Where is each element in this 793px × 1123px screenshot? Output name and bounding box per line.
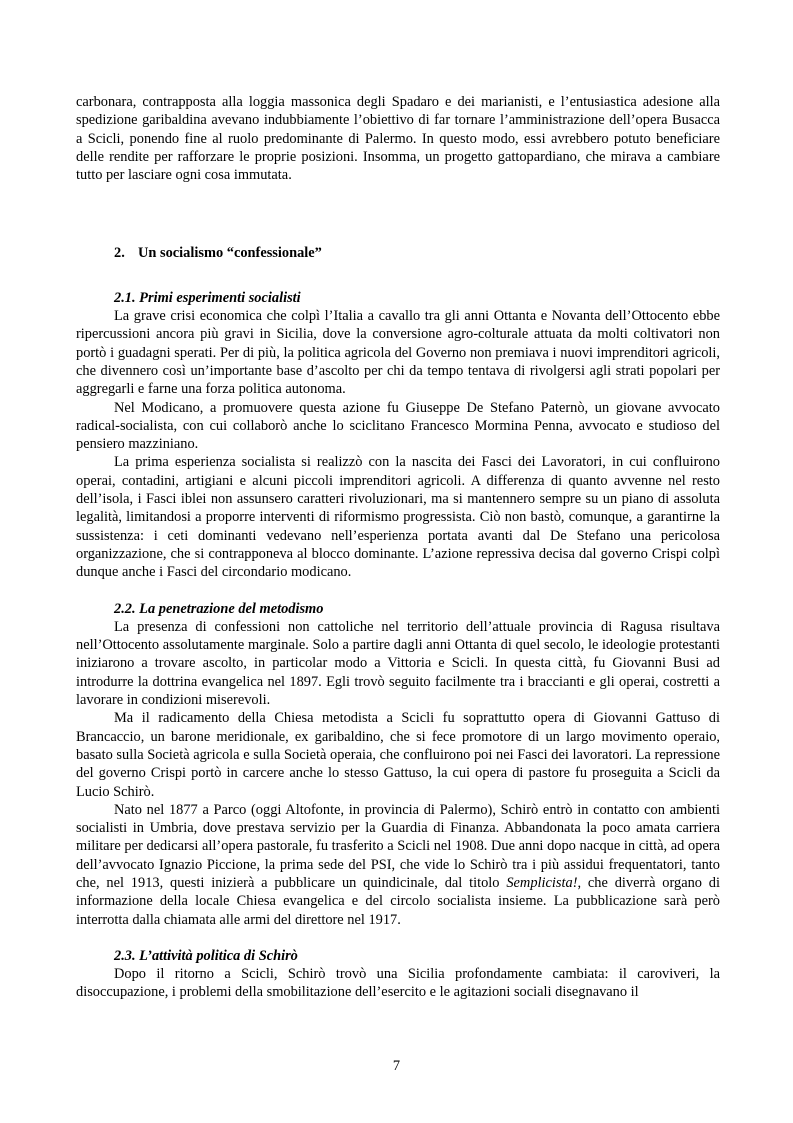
paragraph: Nel Modicano, a promuovere questa azione fu Giuseppe De Stefano Paternò, un giovane avvocato radical-socialista, con cui collaborò anche lo sciclitano Francesco Mormina Penna, avvocato e studioso del pensiero mazziniano. xyxy=(76,399,720,453)
paragraph: La prima esperienza socialista si realizzò con la nascita dei Fasci dei Lavoratori, in cui confluirono operai, contadini, artigiani e alcuni piccoli imprenditori agricoli. A differenza di quanto avvenne nel resto dell’isola, i Fasci iblei non assunsero caratteri rivoluzionari, ma si mantennero sempre su un piano di assoluta legalità, limitandosi a proporre interventi di riformismo progressista. Ciò non bastò, comunque, a garantirne la sussistenza: i ceti dominanti vedevano nell’esperienza portata avanti dal De Stefano una pericolosa organizzazione, che si contrapponeva al blocco dominante. L’azione repressiva decisa dal governo Crispi colpì dunque anche i Fasci del circondario modicano. xyxy=(76,454,720,581)
page-number: 7 xyxy=(392,1058,401,1074)
section-title: Un socialismo “confessionale” xyxy=(138,245,322,262)
subsection-title-2-3: 2.3. L’attività politica di Schirò xyxy=(114,947,298,964)
section-heading xyxy=(114,244,720,262)
subsection-title-2-2: 2.2. La penetrazione del metodismo xyxy=(114,600,324,617)
subsection-title-2-1: 2.1. Primi esperimenti socialisti xyxy=(114,289,301,306)
paragraph xyxy=(76,801,720,929)
paragraph: La presenza di confessioni non cattoliche nel territorio dell’attuale provincia di Ragusa risultava nell’Ottocento assolutamente marginale. Solo a partire dagli anni Ottanta di quel secolo, le ideologie protestanti iniziarono a trovare ascolto, in particolar modo a Vittoria e Scicli. In questa città, fu Giovanni Busi ad introdurre la dottrina evangelica nel 1897. Egli trovò seguito facilmente tra i braccianti e gli operai, costretti a lavorare in condizioni miserevoli. xyxy=(76,618,720,709)
page-body xyxy=(76,93,720,1002)
paragraph-text: , che diverrà organo di informazione della locale Chiesa evangelica e del circolo socialista insieme. La pubblicazione sarà però interrotta dalla chiamata alle armi del direttore nel 1917. xyxy=(76,874,720,928)
paragraph-text: Nato nel 1877 a Parco (oggi Altofonte, in provincia di Palermo), Schirò entrò in contatto con ambienti socialisti in Umbria, dove prestava servizio per la Guardia di Finanza. Abbandonata la poco amata carriera militare per dedicarsi all’opera pastorale, fu trasferito a Scicli nel 1908. Due anni dopo nacque in città, ad opera dell’avvocato Ignazio Piccione, la prima sede del PSI, che vide lo Schirò tra i più assidui frequentatori, tanto che, nel 1913, questi inizierà a pubblicare un quindicinale, dal titolo xyxy=(76,801,720,891)
intro-paragraph: carbonara, contrapposta alla loggia massonica degli Spadaro e dei marianisti, e l’entusiastica adesione alla spedizione garibaldina avevano indubbiamente l’obiettivo di far tornare l’amministrazione dell’opera Busacca a Scicli, ponendo fine al ruolo predominante di Palermo. In questo modo, essi avrebbero potuto beneficiare delle rendite per rafforzare le proprie posizioni. Insomma, un progetto gattopardiano, che mirava a cambiare tutto per lasciare ogni cosa immutata. xyxy=(76,94,720,184)
paragraph: Dopo il ritorno a Scicli, Schirò trovò una Sicilia profondamente cambiata: il caroviveri, la disoccupazione, i problemi della smobilitazione dell’esercito e le agitazioni sociali disegnavano il xyxy=(76,966,720,1001)
section-number: 2. xyxy=(114,245,125,262)
publication-title: Semplicista! xyxy=(506,874,578,891)
paragraph: Ma il radicamento della Chiesa metodista a Scicli fu soprattutto opera di Giovanni Gattuso di Brancaccio, un barone meridionale, ex garibaldino, che si fece promotore di un largo movimento operaio, basato sulla Società agricola e sulla Società operaia, che confluirono poi nei Fasci dei lavoratori. La repressione del governo Crispi portò in carcere anche lo stesso Gattuso, la cui opera di pastore fu proseguita a Scicli da Lucio Schirò. xyxy=(76,710,720,800)
paragraph: La grave crisi economica che colpì l’Italia a cavallo tra gli anni Ottanta e Novanta dell’Ottocento ebbe ripercussioni ancora più gravi in Sicilia, dove la conversione agro-colturale attuata da molti coltivatori non portò i guadagni sperati. Per di più, la politica agricola del Governo non premiava i nuovi imprenditori agricoli, che divennero così un’importante base d’ascolto per chi da tempo tentava di rivolgersi agli strati popolari per aggregarli e farne una forza politica autonoma. xyxy=(76,308,720,398)
